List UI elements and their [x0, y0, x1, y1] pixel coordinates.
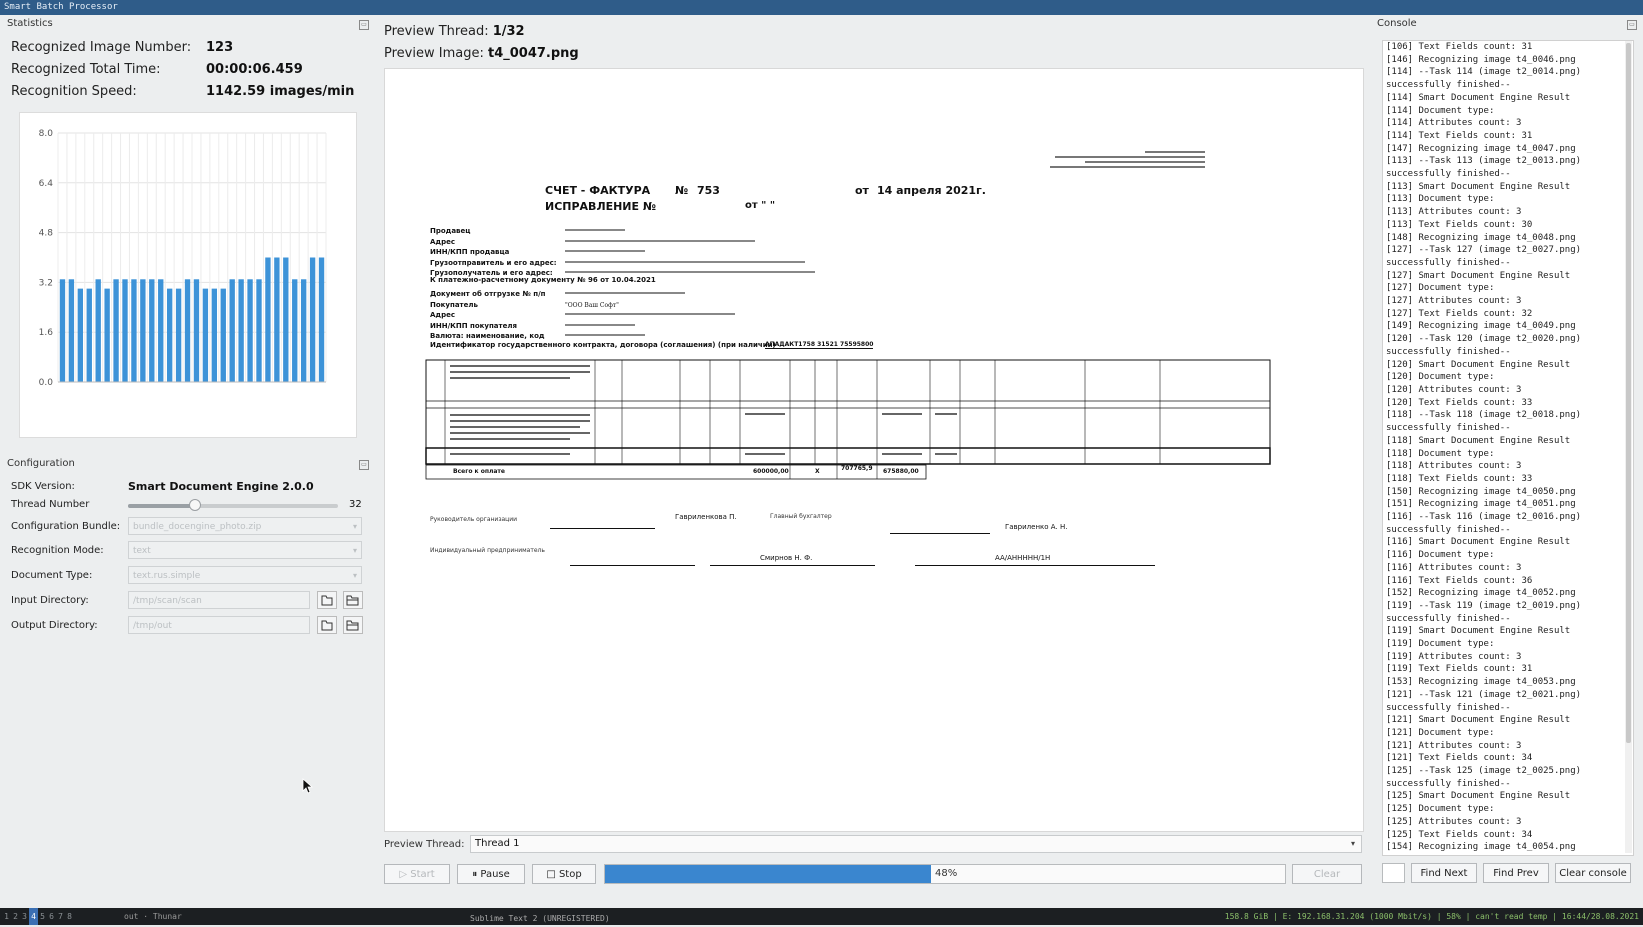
console-line: [118] Attributes count: 3	[1386, 461, 1522, 472]
console-line: [114] Attributes count: 3	[1386, 118, 1522, 129]
console-line: [120] Text Fields count: 33	[1386, 397, 1533, 408]
buyer-inn-label: ИНН/КПП покупателя	[430, 321, 517, 330]
chart-bar	[310, 258, 315, 383]
entrepreneur-signature-line	[570, 565, 695, 566]
chart-bar	[292, 279, 297, 382]
chart-bar	[274, 258, 279, 383]
console-line: [120] Smart Document Engine Result	[1386, 359, 1571, 370]
console-line: [116] Smart Document Engine Result	[1386, 537, 1571, 548]
chart-bar	[96, 279, 101, 382]
console-line: [121] Smart Document Engine Result	[1386, 715, 1571, 726]
chart-bar	[230, 279, 235, 382]
preview-image-area	[384, 68, 1364, 832]
pause-button[interactable]	[457, 864, 525, 884]
payment-doc-label: К платежно-расчетному документу № 96 от 10.04.2021	[430, 276, 656, 284]
console-line: [127] Document type:	[1386, 283, 1495, 294]
console-line: [119] --Task 119 (image t2_0019.png)	[1386, 600, 1582, 611]
chart-bar	[212, 289, 217, 382]
chart-bar	[60, 279, 65, 382]
console-line: [116] --Task 116 (image t2_0016.png)	[1386, 512, 1582, 523]
console-line: [125] Attributes count: 3	[1386, 816, 1522, 827]
statusbar-center-text: Sublime Text 2 (UNREGISTERED)	[470, 914, 610, 923]
panel-float-icon[interactable]: ▭	[359, 460, 369, 470]
registration-number: AA/AHHHHH/1H	[995, 554, 1051, 562]
preview-image-header	[384, 46, 579, 61]
panel-float-icon[interactable]: ▭	[359, 20, 369, 30]
recognition-mode-select[interactable]	[128, 541, 362, 559]
preview-thread-header	[384, 24, 525, 39]
document-type-select[interactable]	[128, 566, 362, 584]
shipper-label: Грузоотправитель и его адрес:	[430, 258, 557, 267]
console-line: [127] Smart Document Engine Result	[1386, 270, 1571, 281]
seller-label: Продавец	[430, 227, 471, 235]
console-line: [113] Attributes count: 3	[1386, 207, 1522, 218]
config-bundle-select[interactable]	[128, 517, 362, 535]
thread-number-label: Thread Number	[11, 499, 90, 510]
total-amount-2: Х	[815, 468, 820, 475]
console-line: [114] Smart Document Engine Result	[1386, 92, 1571, 103]
stop-button-label: Stop	[558, 869, 582, 880]
chart-bar	[87, 289, 92, 382]
contract-label: Идентификатор государственного контракта, договора (соглашения) (при наличии)	[430, 341, 776, 349]
total-amount-1: 600000,00	[753, 468, 789, 475]
console-line: [149] Recognizing image t4_0049.png	[1386, 321, 1576, 332]
currency-label: Валюта: наименование, код	[430, 332, 545, 340]
statusbar-left-text: out · Thunar	[124, 912, 182, 921]
chart-ytick-label: 6.4	[38, 178, 53, 189]
accountant-signature-line	[890, 533, 990, 534]
chevron-down-icon: ▾	[352, 571, 357, 580]
progress-text: 48%	[935, 868, 958, 879]
chart-svg	[20, 113, 356, 437]
thread-slider-fill	[128, 504, 195, 508]
stat-value-speed: 1142.59 images/min	[206, 84, 355, 99]
chart-ytick-label: 4.8	[38, 228, 53, 239]
invoice-correction-date: от " "	[745, 200, 776, 211]
console-line: successfully finished--	[1386, 346, 1511, 357]
console-line: [119] Document type:	[1386, 639, 1495, 650]
stop-button[interactable]	[532, 864, 596, 884]
console-lines	[1383, 41, 1633, 854]
invoice-appendix-note	[1045, 151, 1205, 168]
console-line: successfully finished--	[1386, 257, 1511, 268]
chart-bar	[185, 279, 190, 382]
invoice-date: 14 апреля 2021г.	[877, 184, 986, 197]
seller-inn-label: ИНН/КПП продавца	[430, 248, 510, 256]
input-open-folder-button[interactable]	[343, 591, 363, 609]
pause-icon: ⏸	[472, 869, 478, 880]
chart-bar	[113, 279, 118, 382]
accountant-name: Гавриленко А. Н.	[1005, 523, 1068, 531]
progress-fill	[605, 865, 931, 883]
registration-line	[915, 565, 1155, 566]
output-folder-button[interactable]	[317, 616, 337, 634]
console-output[interactable]	[1382, 40, 1634, 856]
chart-bar	[78, 289, 83, 382]
chevron-down-icon: ▾	[352, 546, 357, 555]
chart-bar	[69, 279, 74, 382]
workspace-button[interactable]: 6	[49, 912, 54, 921]
invoice-document	[385, 69, 1363, 831]
invoice-number: 753	[697, 184, 720, 197]
consignee-label: Грузополучатель и его адрес:	[430, 269, 553, 277]
console-line: [120] Document type:	[1386, 372, 1495, 383]
buyer-address-label: Адрес	[430, 311, 455, 319]
clear-button[interactable]: Clear	[1292, 864, 1362, 884]
chart-ytick-label: 1.6	[38, 328, 53, 339]
total-amount-4: 675880,00	[883, 468, 919, 475]
accountant-label: Главный бухгалтер	[770, 513, 832, 520]
chart-bar	[301, 279, 306, 382]
mouse-cursor-icon	[302, 778, 314, 794]
open-folder-icon	[344, 617, 362, 633]
document-type-value: text.rus.simple	[133, 571, 201, 581]
chart-bar	[265, 258, 270, 383]
console-line: [114] Document type:	[1386, 105, 1495, 116]
console-line: [150] Recognizing image t4_0050.png	[1386, 486, 1576, 497]
chart-ytick-label: 0.0	[38, 378, 53, 388]
workspace-button[interactable]: 1	[4, 912, 9, 921]
console-line: [118] Smart Document Engine Result	[1386, 435, 1571, 446]
thread-number-slider[interactable]	[128, 504, 338, 508]
window-title: Smart Batch Processor	[4, 2, 118, 12]
clear-console-button[interactable]: Clear console	[1555, 863, 1631, 883]
console-line: [116] Text Fields count: 36	[1386, 575, 1533, 586]
console-line: [114] --Task 114 (image t2_0014.png)	[1386, 67, 1582, 78]
start-button-label: Start	[410, 869, 435, 880]
chevron-down-icon: ▾	[352, 522, 357, 531]
output-directory-field[interactable]: /tmp/out	[128, 616, 310, 634]
find-prev-button[interactable]: Find Prev	[1483, 863, 1549, 883]
console-line: successfully finished--	[1386, 524, 1511, 535]
console-line: successfully finished--	[1386, 80, 1511, 91]
chart-bar	[194, 279, 199, 382]
thread-number-value: 32	[349, 499, 362, 510]
preview-thread-select-value: Thread 1	[475, 838, 520, 849]
stat-value-total-time: 00:00:06.459	[206, 62, 303, 77]
recognition-mode-label: Recognition Mode:	[11, 545, 104, 556]
console-line: [121] Document type:	[1386, 727, 1495, 738]
invoice-correction-title: ИСПРАВЛЕНИЕ №	[545, 200, 657, 213]
play-icon: ▷	[399, 869, 408, 880]
chart-bar	[140, 279, 145, 382]
chart-bar	[247, 279, 252, 382]
window-titlebar	[0, 0, 1643, 15]
head-signature-line	[550, 528, 655, 529]
console-line: successfully finished--	[1386, 613, 1511, 624]
chart-bar	[104, 289, 109, 382]
output-directory-label: Output Directory:	[11, 620, 98, 631]
console-line: [125] --Task 125 (image t2_0025.png)	[1386, 766, 1582, 777]
console-line: [125] Smart Document Engine Result	[1386, 791, 1571, 802]
chart-bar	[238, 279, 243, 382]
console-line: [154] Recognizing image t4_0054.png	[1386, 842, 1576, 853]
chart-bar	[256, 279, 261, 382]
find-next-button[interactable]: Find Next	[1411, 863, 1477, 883]
invoice-date-prefix: от	[855, 184, 869, 197]
config-bundle-label: Configuration Bundle:	[11, 521, 121, 532]
output-open-folder-button[interactable]	[343, 616, 363, 634]
preview-thread-select[interactable]	[470, 835, 1362, 853]
console-line: [121] Text Fields count: 34	[1386, 753, 1533, 764]
chart-bar	[283, 258, 288, 383]
statistics-panel-title: Statistics	[7, 18, 53, 29]
buyer-value: "ООО Ваш Софт"	[565, 302, 619, 309]
console-scrollbar-thumb[interactable]	[1626, 43, 1631, 743]
console-line: [147] Recognizing image t4_0047.png	[1386, 143, 1576, 154]
console-scrollbar[interactable]	[1625, 41, 1632, 853]
console-line: [146] Recognizing image t4_0046.png	[1386, 54, 1576, 65]
console-line: [120] --Task 120 (image t2_0020.png)	[1386, 334, 1582, 345]
chart-bar	[221, 289, 226, 382]
console-line: [120] Attributes count: 3	[1386, 384, 1522, 395]
console-panel-title: Console	[1377, 18, 1417, 29]
stat-label-speed: Recognition Speed:	[11, 84, 137, 99]
entrepreneur-name: Смирнов Н. Ф.	[760, 554, 813, 562]
invoice-number-label: №	[675, 184, 689, 197]
sdk-version-value: Smart Document Engine 2.0.0	[128, 480, 314, 493]
preview-image-value: t4_0047.png	[487, 46, 579, 61]
console-line: [119] Smart Document Engine Result	[1386, 626, 1571, 637]
stat-value-image-number: 123	[206, 40, 234, 55]
console-line: [118] --Task 118 (image t2_0018.png)	[1386, 410, 1582, 421]
console-line: [118] Text Fields count: 33	[1386, 473, 1533, 484]
chart-bar	[319, 258, 324, 383]
recognition-speed-chart	[19, 112, 357, 438]
chart-bar	[176, 289, 181, 382]
console-line: [121] --Task 121 (image t2_0021.png)	[1386, 689, 1582, 700]
console-line: [116] Document type:	[1386, 550, 1495, 561]
console-line: [113] --Task 113 (image t2_0013.png)	[1386, 156, 1582, 167]
console-line: [153] Recognizing image t4_0053.png	[1386, 677, 1576, 688]
console-line: [121] Attributes count: 3	[1386, 740, 1522, 751]
chart-bar	[167, 289, 172, 382]
console-line: [113] Document type:	[1386, 194, 1495, 205]
console-line: [125] Document type:	[1386, 804, 1495, 815]
console-line: [119] Attributes count: 3	[1386, 651, 1522, 662]
stat-label-image-number: Recognized Image Number:	[11, 40, 192, 55]
input-directory-field[interactable]: /tmp/scan/scan	[128, 591, 310, 609]
console-search-input[interactable]	[1382, 863, 1405, 883]
stop-icon: □	[546, 869, 556, 880]
seller-address-label: Адрес	[430, 237, 455, 246]
console-line: [116] Attributes count: 3	[1386, 562, 1522, 573]
contract-value: АПАДАКТ1758 31521 75595800	[765, 341, 874, 348]
chart-bar	[122, 279, 127, 382]
console-line: [127] --Task 127 (image t2_0027.png)	[1386, 245, 1582, 256]
preview-thread-select-label: Preview Thread:	[384, 839, 465, 850]
buyer-values-lines	[565, 292, 735, 336]
desktop-statusbar	[0, 908, 1643, 925]
console-line: successfully finished--	[1386, 702, 1511, 713]
console-line: [127] Attributes count: 3	[1386, 296, 1522, 307]
start-button[interactable]	[384, 864, 450, 884]
pause-button-label: Pause	[480, 869, 510, 880]
workspace-list	[2, 908, 74, 925]
console-line: [106] Text Fields count: 31	[1386, 42, 1533, 52]
total-amount-3: 707765,9	[841, 465, 873, 472]
open-folder-icon	[344, 592, 362, 608]
sdk-version-label: SDK Version:	[11, 481, 75, 492]
chart-bar	[158, 279, 163, 382]
entrepreneur-label: Индивидуальный предприниматель	[430, 547, 545, 554]
head-name: Гавриленкова П.	[675, 513, 737, 521]
folder-icon	[318, 592, 336, 608]
console-line: [119] Text Fields count: 31	[1386, 664, 1533, 675]
folder-icon	[318, 617, 336, 633]
chart-bar	[149, 279, 154, 382]
chart-ytick-label: 3.2	[38, 278, 53, 289]
stat-label-total-time: Recognized Total Time:	[11, 62, 161, 77]
console-line: [151] Recognizing image t4_0051.png	[1386, 499, 1576, 510]
document-type-label: Document Type:	[11, 570, 93, 581]
workspace-button[interactable]: 4	[29, 908, 38, 925]
entrepreneur-name-line	[710, 565, 875, 566]
shipping-doc-label: Документ об отгрузке № п/п	[430, 290, 546, 298]
configuration-panel-title: Configuration	[7, 458, 75, 469]
input-folder-button[interactable]	[317, 591, 337, 609]
preview-thread-label: Preview Thread:	[384, 24, 489, 39]
console-line: [125] Text Fields count: 34	[1386, 829, 1533, 840]
chart-ytick-label: 8.0	[38, 129, 53, 139]
console-line: successfully finished--	[1386, 778, 1511, 789]
input-directory-label: Input Directory:	[11, 595, 89, 606]
chart-bar	[131, 279, 136, 382]
buyer-label: Покупатель	[430, 300, 478, 309]
recognition-mode-value: text	[133, 546, 151, 556]
console-line: [127] Text Fields count: 32	[1386, 308, 1533, 319]
total-label: Всего к оплате	[453, 468, 505, 475]
invoice-title: СЧЕТ - ФАКТУРА	[545, 184, 651, 197]
preview-thread-value: 1/32	[492, 24, 525, 39]
console-line: successfully finished--	[1386, 169, 1511, 180]
console-line: successfully finished--	[1386, 423, 1511, 434]
chart-bar	[203, 289, 208, 382]
statusbar-right-text: 158.8 GiB | E: 192.168.31.204 (1000 Mbit/s) | 58% | can't read temp | 16:44/28.08.2021	[1224, 912, 1639, 921]
preview-image-label: Preview Image:	[384, 46, 484, 61]
console-line: [113] Smart Document Engine Result	[1386, 181, 1571, 192]
console-line: [152] Recognizing image t4_0052.png	[1386, 588, 1576, 599]
workspace-button[interactable]: 7	[58, 912, 63, 921]
workspace-button[interactable]: 5	[40, 912, 45, 921]
panel-float-icon[interactable]: ▭	[1627, 20, 1637, 30]
workspace-button[interactable]: 8	[67, 912, 72, 921]
chevron-down-icon: ▾	[1350, 839, 1355, 848]
console-line: [113] Text Fields count: 30	[1386, 219, 1533, 230]
console-line: [118] Document type:	[1386, 448, 1495, 459]
console-line: [114] Text Fields count: 31	[1386, 130, 1533, 141]
console-line: [148] Recognizing image t4_0048.png	[1386, 232, 1576, 243]
head-label: Руководитель организации	[430, 516, 518, 523]
workspace-button[interactable]: 2	[13, 912, 18, 921]
seller-values-lines	[565, 229, 815, 273]
config-bundle-value: bundle_docengine_photo.zip	[133, 522, 262, 532]
batch-progress-bar	[604, 864, 1286, 884]
workspace-button[interactable]: 3	[22, 912, 27, 921]
